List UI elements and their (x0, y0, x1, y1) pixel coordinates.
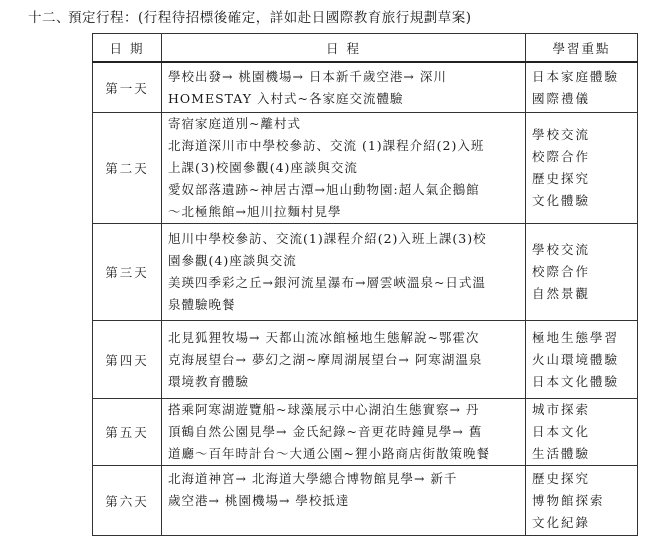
focus-item: 文化體驗 (532, 193, 591, 208)
focus-item: 日本文化 (532, 424, 591, 439)
itinerary-table (92, 33, 638, 536)
focus-item: 火山環境體驗 (532, 351, 620, 367)
schedule-line: 環境教育體驗 (168, 373, 250, 389)
focus-item: 生活體驗 (532, 446, 591, 461)
schedule-line: 園參觀(4)座談與交流 (168, 253, 297, 268)
schedule-cell (162, 62, 526, 113)
focus-item: 校際合作 (532, 264, 591, 279)
focus-item: 日本家庭體驗 (532, 68, 620, 84)
schedule-line: 愛奴部落遺跡~神居古潭→旭山動物園:超人氣企鵝館 (168, 182, 480, 197)
header-day: 日 期 (93, 34, 162, 63)
focus-item: 自然景觀 (532, 286, 591, 301)
day-cell: 第四天 (93, 321, 162, 399)
schedule-line: 上課(3)校園參觀(4)座談與交流 (168, 160, 358, 175)
table-row (93, 62, 638, 113)
focus-cell (526, 321, 638, 399)
focus-item: 城市探索 (532, 402, 591, 417)
day-cell: 第一天 (93, 62, 162, 113)
schedule-cell (162, 224, 526, 321)
schedule-cell (162, 113, 526, 224)
focus-cell (526, 466, 638, 536)
table-row (93, 224, 638, 321)
focus-item: 校際合作 (532, 149, 591, 164)
focus-item: 歷史探究 (532, 470, 591, 486)
section-title: 預定行程：(行程待招標後確定，詳如赴日國際教育旅行規劃草案) (68, 10, 472, 26)
day-cell: 第三天 (93, 224, 162, 321)
day-cell: 第二天 (93, 113, 162, 224)
schedule-line: 旭川中學校參訪、交流(1)課程介紹(2)入班上課(3)校 (168, 231, 487, 246)
table-header-row (93, 34, 638, 63)
schedule-line: 泉體驗晚餐 (168, 297, 236, 312)
schedule-line: 學校出發→ 桃園機場→ 日本新千歲空港→ 深川 (168, 68, 447, 84)
section-heading (28, 9, 472, 27)
schedule-line: 寄宿家庭道別~離村式 (168, 116, 301, 131)
schedule-line: 道廳～百年時計台～大通公園~狸小路商店街散策晚餐 (168, 446, 490, 461)
focus-item: 國際禮儀 (532, 90, 591, 106)
table-row (93, 113, 638, 224)
focus-item: 博物館探索 (532, 492, 605, 508)
focus-item: 學校交流 (532, 127, 591, 142)
schedule-line: 頂鶴自然公園見學→ 金氏紀錄~音更花時鐘見學→ 舊 (168, 424, 483, 439)
day-cell: 第六天 (93, 466, 162, 536)
schedule-line: 北海道神宮→ 北海道大學總合博物館見學→ 新千 (168, 471, 458, 486)
schedule-line: 歲空港→ 桃園機場→ 學校抵達 (168, 493, 350, 508)
focus-item: 歷史探究 (532, 171, 591, 186)
focus-cell (526, 224, 638, 321)
schedule-cell (162, 466, 526, 536)
schedule-line: 搭乘阿寒湖遊覽船~球藻展示中心湖泊生態實察→ 丹 (168, 402, 480, 417)
table-row (93, 466, 638, 536)
section-number: 十二、 (28, 10, 70, 26)
focus-item: 學校交流 (532, 242, 591, 257)
schedule-cell (162, 321, 526, 399)
schedule-line: 克海展望台→ 夢幻之湖~摩周湖展望台→ 阿寒湖溫泉 (168, 351, 483, 367)
header-schedule: 日 程 (162, 34, 526, 63)
focus-cell (526, 113, 638, 224)
focus-item: 文化紀錄 (532, 514, 591, 530)
schedule-line: 北見狐狸牧場→ 天都山流冰館極地生態解說~鄂霍次 (168, 329, 480, 345)
focus-item: 日本文化體驗 (532, 373, 620, 389)
day-cell: 第五天 (93, 399, 162, 466)
schedule-line: ～北極熊館→旭川拉麵村見學 (168, 204, 342, 219)
focus-cell (526, 62, 638, 113)
focus-cell (526, 399, 638, 466)
schedule-line: HOMESTAY 入村式~各家庭交流體驗 (168, 90, 404, 106)
focus-item: 極地生態學習 (532, 329, 620, 345)
schedule-line: 美瑛四季彩之丘→銀河流星瀑布→層雲峽溫泉~日式溫 (168, 275, 486, 290)
table-row (93, 321, 638, 399)
header-focus: 學習重點 (526, 34, 638, 63)
schedule-line: 北海道深川市中學校參訪、交流 (1)課程介紹(2)入班 (168, 138, 485, 153)
table-row (93, 399, 638, 466)
schedule-cell (162, 399, 526, 466)
